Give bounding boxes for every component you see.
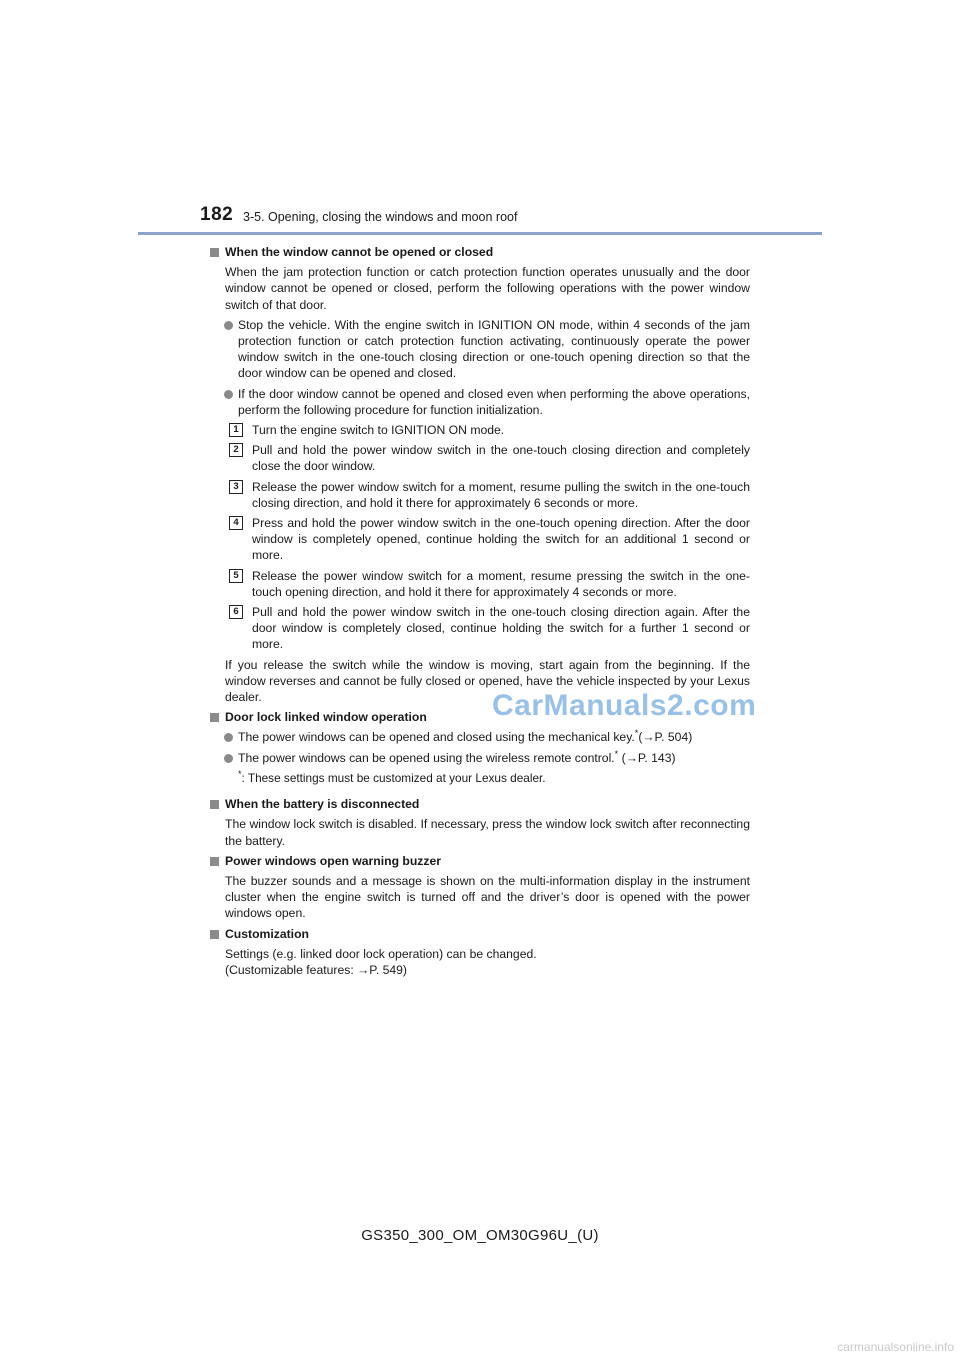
section-text: The window lock switch is disabled. If necessary, press the window lock switch after reconnecting the battery. xyxy=(225,817,750,848)
section-text: Settings (e.g. linked door lock operation) can be changed. xyxy=(225,946,537,961)
section-note: If you release the switch while the window is moving, start again from the beginning. If the window reverses and cannot be fully closed or opened, have the vehicle inspected by your Lexus dealer. xyxy=(225,657,750,705)
square-bullet-icon xyxy=(210,248,219,257)
circle-bullet-icon xyxy=(224,754,233,763)
square-bullet-icon xyxy=(210,713,219,722)
header-rule xyxy=(138,232,822,235)
bullet-item: If the door window cannot be opened and closed even when performing the above operations, perform the following procedure for function initialization. xyxy=(238,386,750,418)
section-heading: Door lock linked window operation xyxy=(210,709,750,725)
bullet-item: The power windows can be opened and closed using the mechanical key.*(→P. 504) xyxy=(238,729,750,745)
bullet-item: The power windows can be opened using the wireless remote control.* (→P. 143) xyxy=(238,750,750,766)
step-number-box: 6 xyxy=(229,605,243,619)
section-window-cannot-open xyxy=(210,244,750,705)
section-battery-disconnected xyxy=(210,796,750,849)
section-heading: Power windows open warning buzzer xyxy=(210,853,750,869)
step-number-box: 3 xyxy=(229,480,243,494)
asterisk-mark: * xyxy=(634,728,639,739)
section-text: (Customizable features: →P. 549) xyxy=(225,962,407,977)
step-item: 4 Press and hold the power window switch in the one-touch opening direction. After the door window is completely opened, continue holding the switch for an additional 1 second or more. xyxy=(252,515,750,564)
step-number-box: 4 xyxy=(229,516,243,530)
site-watermark: carmanualsonline.info xyxy=(837,1340,954,1354)
circle-bullet-icon xyxy=(224,321,233,330)
section-heading: When the battery is disconnected xyxy=(210,796,750,812)
step-number-box: 5 xyxy=(229,569,243,583)
step-item: 5 Release the power window switch for a moment, resume pressing the switch in the one-touch opening direction, and hold it there for approximately 4 seconds or more. xyxy=(252,568,750,600)
page-reference: (→P. 504) xyxy=(638,730,693,745)
section-heading: When the window cannot be opened or closed xyxy=(210,244,750,260)
square-bullet-icon xyxy=(210,800,219,809)
section-warning-buzzer xyxy=(210,853,750,922)
step-item: 6 Pull and hold the power window switch in the one-touch closing direction again. After the door window is completely closed, continue holding the switch for a further 1 second or more. xyxy=(252,604,750,653)
page-content xyxy=(210,244,750,982)
square-bullet-icon xyxy=(210,930,219,939)
section-customization xyxy=(210,926,750,979)
bullet-item: Stop the vehicle. With the engine switch in IGNITION ON mode, within 4 seconds of the jam protection function or catch protection function activating, continuously operate the power window switch in the one-touch closing direction or one-touch opening direction so that the door window can be opened and closed. xyxy=(238,317,750,382)
step-item: 2 Pull and hold the power window switch in the one-touch closing direction and completely close the door window. xyxy=(252,442,750,474)
document-code: GS350_300_OM_OM30G96U_(U) xyxy=(361,1227,599,1244)
step-item: 3 Release the power window switch for a moment, resume pulling the switch in the one-touch closing direction, and hold it there for approximately 6 seconds or more. xyxy=(252,479,750,511)
step-number-box: 2 xyxy=(229,443,243,457)
section-text: The buzzer sounds and a message is shown on the multi-information display in the instrument cluster when the engine switch is turned off and the driver’s door is opened with the power windows open. xyxy=(225,873,750,921)
circle-bullet-icon xyxy=(224,390,233,399)
step-item: 1 Turn the engine switch to IGNITION ON mode. xyxy=(252,422,750,438)
page-number: 182 xyxy=(200,204,234,225)
circle-bullet-icon xyxy=(224,733,233,742)
section-heading: Customization xyxy=(210,926,750,942)
section-intro: When the jam protection function or catch protection function operates unusually and the door window cannot be opened or closed, perform the following operations with the power window switch of that door. xyxy=(225,265,750,312)
square-bullet-icon xyxy=(210,857,219,866)
asterisk-mark: * xyxy=(614,748,619,759)
watermark: CarManuals2.com xyxy=(492,689,757,722)
step-number-box: 1 xyxy=(229,423,243,437)
section-title: 3-5. Opening, closing the windows and moon roof xyxy=(243,210,518,224)
footnote: *: These settings must be customized at your Lexus dealer. xyxy=(238,768,546,785)
page-reference: (→P. 143) xyxy=(618,750,676,765)
